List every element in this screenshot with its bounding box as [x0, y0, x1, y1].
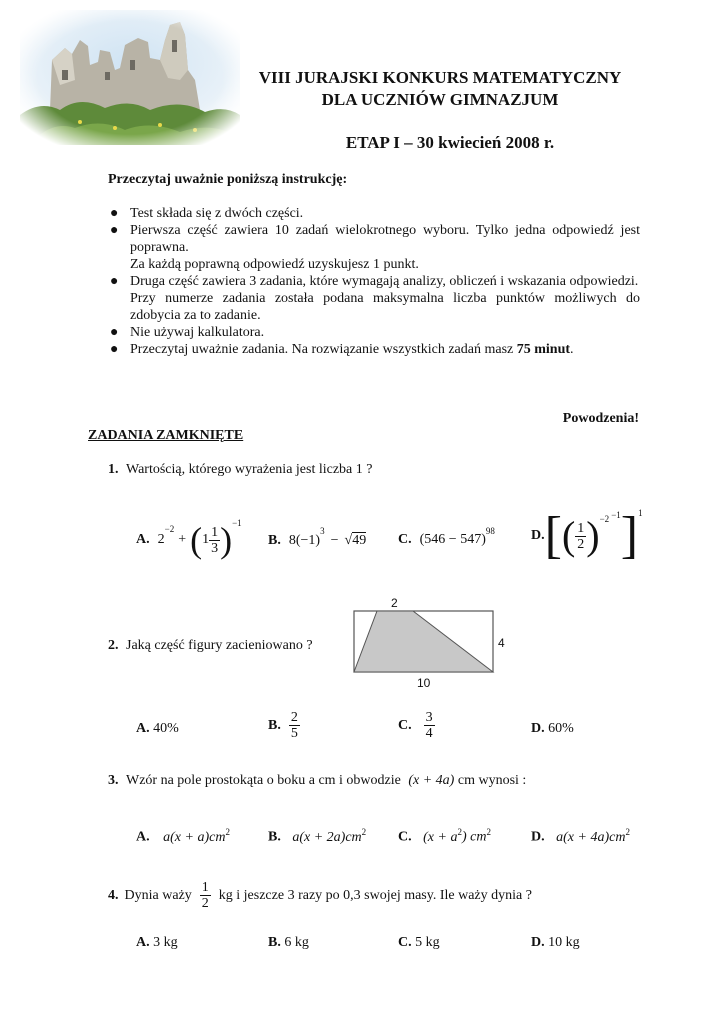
q4-option-a[interactable]: A. 3 kg — [136, 935, 178, 950]
bullet-icon: ● — [110, 342, 119, 357]
contest-stage: ETAP I – 30 kwiecień 2008 r. — [345, 133, 555, 152]
figure-label-side: 4 — [498, 636, 505, 650]
instruction-item: ● Nie używaj kalkulatora. — [110, 325, 265, 340]
good-luck-text: Powodzenia! — [562, 411, 639, 426]
sqrt-icon: √ — [344, 532, 353, 548]
q1-option-d[interactable]: D. [ ( $\frac{1}{2}$ ) −2 −1 ] 1 — [531, 507, 643, 564]
right-paren: ) — [586, 513, 600, 558]
q4-option-c[interactable]: C. 5 kg — [398, 935, 440, 950]
bullet-icon: ● — [110, 206, 119, 221]
q1-option-b[interactable]: B. 8 ( −1 ) 3 − √ 49 — [268, 526, 367, 548]
q2-option-a[interactable]: A. 40% — [136, 721, 179, 736]
contest-title-line1: VIII JURAJSKI KONKURS MATEMATYCZNY — [258, 68, 622, 87]
trapezoid-figure — [345, 594, 515, 694]
question-4: 4. Dynia waży $\frac{1}{2}$ kg i jeszcze 3 razy po 0,3 swojej masy. Ile waży dynia ? — [108, 880, 532, 911]
bullet-icon: ● — [110, 274, 119, 289]
instructions-list — [108, 205, 640, 358]
left-paren: ( — [561, 513, 576, 558]
q3-option-a[interactable]: A. $a(x + a)cm^2$ — [136, 827, 230, 845]
q4-option-d[interactable]: D. 10 kg — [531, 935, 580, 950]
bullet-icon: ● — [110, 325, 119, 340]
q2-option-c[interactable]: C. $\frac{3}{4}$ — [398, 710, 433, 741]
right-paren: ) — [220, 520, 233, 560]
question-1: 1. Wartością, którego wyrażenia jest liczba 1 ? — [108, 462, 373, 477]
q2-option-b[interactable]: B. $\frac{2}{5}$ — [268, 710, 298, 741]
instruction-item: ● Druga część zawiera 3 zadania, które wymagają analizy, obliczeń i wskazania odpowiedzi. Przy numerze zadania została podana maksymalna liczba punktów możliwych do zdobycia za to zadanie. — [110, 274, 640, 323]
q3-option-d[interactable]: D. $a(x + 4a)cm^2$ — [531, 827, 630, 845]
question-3: 3. Wzór na pole prostokąta o boku a cm i obwodzie (x + 4a) cm wynosi : — [108, 773, 527, 788]
q3-option-b[interactable]: B. $a(x + 2a)cm^2$ — [268, 827, 367, 845]
question-2: 2. Jaką część figury zacieniowano ? — [108, 638, 313, 653]
instruction-item: ● Przeczytaj uważnie zadania. Na rozwiązanie wszystkich zadań masz 75 minut. — [110, 342, 574, 357]
section-title: ZADANIA ZAMKNIĘTE — [88, 428, 244, 443]
figure-label-top: 2 — [391, 596, 398, 610]
left-paren: ( — [190, 520, 203, 560]
instructions-heading: Przeczytaj uważnie poniższą instrukcję: — [108, 172, 348, 187]
figure-label-bottom: 10 — [417, 676, 431, 690]
instruction-item: ● Test składa się z dwóch części. — [110, 206, 304, 221]
q4-option-b[interactable]: B. 6 kg — [268, 935, 309, 950]
left-bracket: [ — [544, 507, 562, 564]
castle-ruins-image — [20, 10, 240, 145]
q1-option-a[interactable]: A. 2 −2 + ( 1 $\frac{1}{3}$ ) −1 — [136, 518, 242, 560]
bullet-icon: ● — [110, 223, 119, 238]
instruction-item: ● Pierwsza część zawiera 10 zadań wielokrotnego wyboru. Tylko jedna odpowiedź jest poprawna. Za każdą poprawną odpowiedź uzyskujesz 1 punkt. — [110, 223, 640, 272]
contest-title-line2: DLA UCZNIÓW GIMNAZJUM — [321, 90, 559, 109]
q1-option-c[interactable]: C. ( 546 − 547 ) 98 — [398, 526, 495, 547]
q2-option-d[interactable]: D. 60% — [531, 721, 574, 736]
q3-option-c[interactable]: C. $(x + a^2)$ $cm^2$ — [398, 827, 491, 845]
right-bracket: ] — [620, 507, 639, 564]
